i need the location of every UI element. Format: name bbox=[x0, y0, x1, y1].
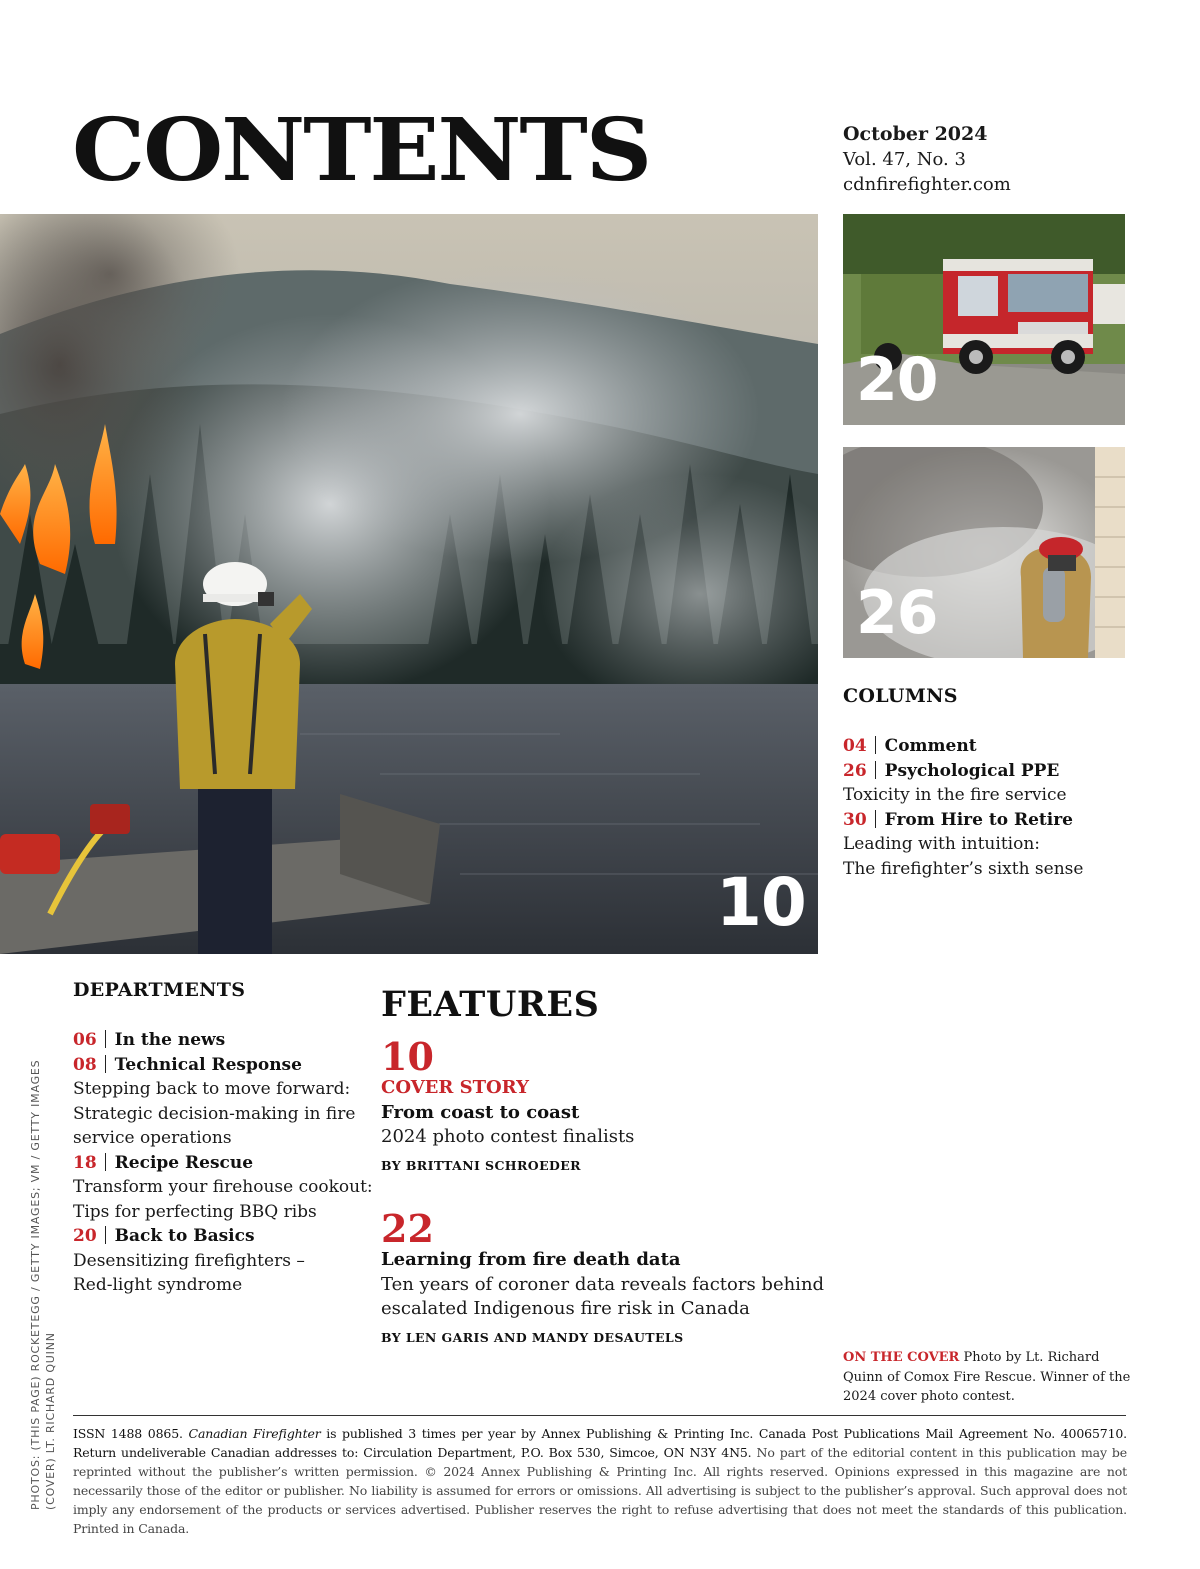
entry-title[interactable]: Technical Response bbox=[114, 1054, 302, 1075]
entry-title[interactable]: Psychological PPE bbox=[884, 760, 1060, 781]
entry-subtitle: service operations bbox=[73, 1128, 232, 1148]
entry-title[interactable]: From Hire to Retire bbox=[884, 809, 1073, 830]
entry-subtitle: Leading with intuition: bbox=[843, 834, 1040, 854]
entry-divider bbox=[105, 1030, 106, 1048]
entry-title[interactable]: In the news bbox=[114, 1030, 226, 1050]
cover-note-label: ON THE COVER bbox=[843, 1350, 960, 1365]
entry-subtitle: The firefighter’s sixth sense bbox=[843, 858, 1084, 879]
feature-cover-story[interactable] bbox=[381, 1076, 634, 1178]
entry-page-number[interactable]: 20 bbox=[73, 1226, 97, 1246]
thumb-photo-firefighter-smoke bbox=[843, 447, 1125, 658]
legal-magazine-name: Canadian Firefighter bbox=[188, 1426, 321, 1441]
entry-page-number[interactable]: 04 bbox=[843, 736, 867, 756]
legal-body: No part of the editorial content in this publication may be reprinted without the publisher’s written permission. © 2024 Annex Publishing & Printing Inc. All rights reserved. Opinions expressed in this magazine are not necessarily those of the editor or publisher. No liability is assumed for errors or omissions. All advertising is subject to the publisher’s approval. Such approval does not imply any endorsement of the products or services advertised. Publisher reserves the right to refuse advertising that does not meet the standards of this publication. Printed in Canada. bbox=[73, 1445, 1128, 1536]
feature-page-number[interactable]: 10 bbox=[381, 1034, 434, 1079]
cover-note-text: Photo by Lt. Richard Quinn of Comox Fire Rescue. Winner of the 2024 cover photo contest. bbox=[843, 1350, 1131, 1404]
toc-entry[interactable] bbox=[73, 1151, 373, 1176]
entry-page-number[interactable]: 08 bbox=[73, 1054, 97, 1075]
entry-divider bbox=[105, 1055, 106, 1073]
website-link[interactable]: cdnfirefighter.com bbox=[843, 174, 1011, 195]
entry-divider bbox=[875, 761, 876, 779]
feature-subtitle: escalated Indigenous fire risk in Canada bbox=[381, 1298, 750, 1319]
feature-kicker: COVER STORY bbox=[381, 1077, 529, 1098]
thumb1-page-number: 20 bbox=[856, 345, 938, 415]
entry-divider bbox=[105, 1153, 106, 1171]
toc-entry[interactable] bbox=[843, 734, 1083, 759]
entry-subtitle: Red-light syndrome bbox=[73, 1275, 243, 1295]
feature-title[interactable]: From coast to coast bbox=[381, 1101, 580, 1123]
thumb-photo-fire-truck bbox=[843, 214, 1125, 425]
toc-entry[interactable] bbox=[843, 759, 1083, 784]
features-heading: FEATURES bbox=[381, 984, 600, 1025]
cover-note bbox=[843, 1348, 1133, 1407]
entry-subtitle: Stepping back to move forward: bbox=[73, 1079, 351, 1099]
toc-entry[interactable] bbox=[73, 1224, 373, 1249]
entry-title[interactable]: Recipe Rescue bbox=[114, 1152, 254, 1173]
photo-credit bbox=[28, 1040, 58, 1510]
feature-subtitle: Ten years of coroner data reveals factors behind bbox=[381, 1273, 825, 1295]
feature-subtitle: 2024 photo contest finalists bbox=[381, 1126, 635, 1147]
legal-issn: ISSN 1488 0865. bbox=[73, 1426, 183, 1441]
feature-byline: BY BRITTANI SCHROEDER bbox=[381, 1157, 581, 1173]
entry-page-number[interactable]: 06 bbox=[73, 1030, 97, 1050]
feature-page-number[interactable]: 22 bbox=[381, 1206, 434, 1251]
columns-list bbox=[843, 734, 1083, 881]
columns-heading: COLUMNS bbox=[843, 685, 958, 707]
entry-title[interactable]: Comment bbox=[884, 736, 977, 756]
entry-title[interactable]: Back to Basics bbox=[114, 1226, 255, 1246]
entry-page-number[interactable]: 18 bbox=[73, 1152, 97, 1173]
entry-subtitle: Strategic decision-making in fire bbox=[73, 1103, 356, 1124]
entry-subtitle: Desensitizing firefighters – bbox=[73, 1250, 305, 1271]
entry-subtitle: Tips for perfecting BBQ ribs bbox=[73, 1201, 317, 1222]
hero-photo bbox=[0, 214, 818, 954]
feature-fire-death-data[interactable] bbox=[381, 1248, 824, 1350]
issue-info bbox=[843, 122, 1011, 197]
feature-title[interactable]: Learning from fire death data bbox=[381, 1249, 681, 1270]
toc-entry[interactable] bbox=[73, 1053, 373, 1078]
issue-volume: Vol. 47, No. 3 bbox=[843, 149, 966, 170]
toc-entry[interactable] bbox=[843, 808, 1083, 833]
entry-page-number[interactable]: 26 bbox=[843, 760, 867, 781]
legal-notice bbox=[73, 1424, 1127, 1538]
hero-page-number: 10 bbox=[716, 864, 806, 941]
entry-divider bbox=[875, 736, 876, 754]
thumb2-page-number: 26 bbox=[856, 578, 938, 648]
entry-divider bbox=[875, 810, 876, 828]
entry-subtitle: Transform your firehouse cookout: bbox=[73, 1177, 373, 1197]
toc-entry[interactable] bbox=[73, 1028, 373, 1053]
entry-divider bbox=[105, 1226, 106, 1244]
feature-byline: BY LEN GARIS AND MANDY DESAUTELS bbox=[381, 1329, 684, 1345]
photo-credit-line: PHOTOS: (THIS PAGE) ROCKETEGG / GETTY IMAGES; VM / GETTY IMAGES bbox=[29, 1059, 42, 1510]
departments-heading: DEPARTMENTS bbox=[73, 979, 246, 1001]
issue-date: October 2024 bbox=[843, 123, 988, 145]
footer-divider bbox=[73, 1415, 1126, 1416]
entry-subtitle: Toxicity in the fire service bbox=[843, 785, 1067, 805]
legal-lead: is published 3 times per year by Annex Publishing & Printing Inc. Canada Post Publications Mail Agreement No. 40065710. Return undeliverable Canadian addresses to: Circulation Department, P.O. Box 530, Simcoe, ON N3Y 4N5. bbox=[73, 1426, 1127, 1460]
departments-list bbox=[73, 1028, 373, 1298]
page-title: CONTENTS bbox=[72, 100, 651, 201]
photo-credit-line: (COVER) LT. RICHARD QUINN bbox=[44, 1332, 57, 1510]
entry-page-number[interactable]: 30 bbox=[843, 809, 867, 830]
